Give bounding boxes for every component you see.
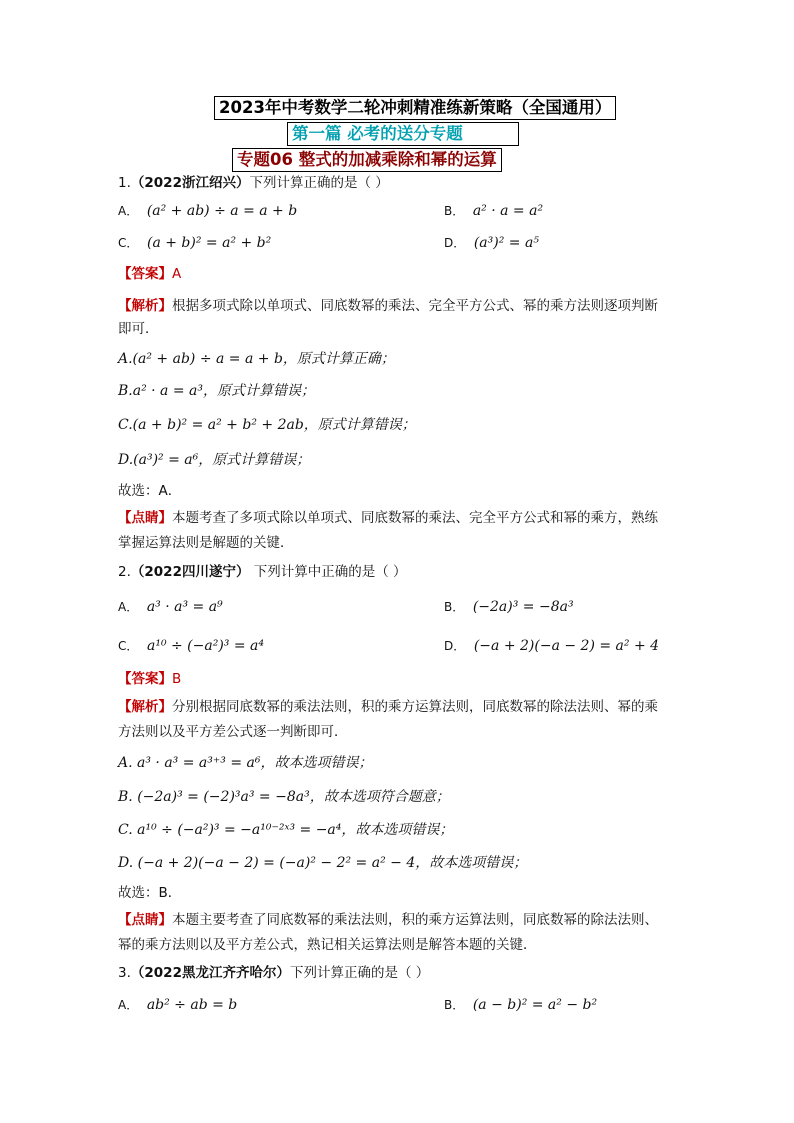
question-stem: 下列计算中正确的是（ ） xyxy=(253,564,407,580)
option-label: D． xyxy=(444,236,466,250)
analysis-tag: 【解析】 xyxy=(118,298,172,314)
q1-step-d: D.(a³)² = a⁶，原式计算错误； xyxy=(118,452,311,468)
question-stem: 下列计算正确的是（ ） xyxy=(289,965,430,981)
q1-analysis-line-2: 即可． xyxy=(118,321,159,337)
option-label: A． xyxy=(118,998,139,1012)
option-text: a² · a = a² xyxy=(472,203,544,219)
answer-tag: 【答案】 xyxy=(118,671,172,687)
comment-text: 本题考查了多项式除以单项式、同底数幂的乘法、完全平方公式和幂的乘方，熟练 xyxy=(172,510,658,526)
q1-comment-line-2: 掌握运算法则是解题的关键． xyxy=(118,535,294,551)
q2-choose: 故选：B． xyxy=(118,885,182,901)
option-text: (a − b)² = a² − b² xyxy=(472,997,598,1013)
question-3 xyxy=(118,964,429,982)
option-text: (−a + 2)(−a − 2) = a² + 4 xyxy=(473,638,660,654)
answer-value: B xyxy=(172,671,182,687)
question-number: 2. xyxy=(118,564,131,580)
answer-tag: 【答案】 xyxy=(118,266,172,282)
q2-step-b: B. (−2a)³ = (−2)³a³ = −8a³，故本选项符合题意； xyxy=(118,789,450,805)
q1-option-b xyxy=(444,202,543,220)
q1-option-a xyxy=(118,202,297,220)
q2-answer xyxy=(118,670,181,688)
q1-option-c xyxy=(118,234,271,252)
option-text: (a² + ab) ÷ a = a + b xyxy=(146,203,298,219)
document-title: 2023年中考数学二轮冲刺精准练新策略（全国通用） xyxy=(214,96,616,120)
option-text: a³ · a³ = a⁹ xyxy=(146,599,223,615)
q1-step-a: A.(a² + ab) ÷ a = a + b，原式计算正确； xyxy=(118,351,395,367)
q1-choose: 故选：A． xyxy=(118,483,182,499)
q2-analysis-line-2: 方法则以及平方差公式逐一判断即可． xyxy=(118,724,348,740)
question-number: 1. xyxy=(118,175,131,191)
q2-analysis-line-1 xyxy=(118,698,658,716)
q2-comment-line-2: 幂的乘方法则以及平方差公式，熟记相关运算法则是解答本题的关键． xyxy=(118,937,537,953)
option-text: a¹⁰ ÷ (−a²)³ = a⁴ xyxy=(146,638,265,654)
q2-step-a: A. a³ · a³ = a³⁺³ = a⁶，故本选项错误； xyxy=(118,755,373,771)
q3-option-b xyxy=(444,996,597,1014)
question-stem: 下列计算正确的是（ ） xyxy=(249,175,389,191)
q1-answer xyxy=(118,265,181,283)
topic-title: 专题06 整式的加减乘除和幂的运算 xyxy=(232,148,502,172)
analysis-text: 根据多项式除以单项式、同底数幂的乘法、完全平方公式、幂的乘方法则逐项判断 xyxy=(172,298,658,314)
option-label: C． xyxy=(118,236,139,250)
comment-tag: 【点睛】 xyxy=(118,510,172,526)
option-text: (−2a)³ = −8a³ xyxy=(472,599,574,615)
q1-step-c: C.(a + b)² = a² + b² + 2ab，原式计算错误； xyxy=(118,417,416,433)
option-label: A． xyxy=(118,204,139,218)
q1-option-d xyxy=(444,234,539,252)
option-label: B． xyxy=(444,204,465,218)
q3-option-a xyxy=(118,996,237,1014)
question-1 xyxy=(118,174,389,192)
answer-value: A xyxy=(172,266,182,282)
q2-option-a xyxy=(118,598,223,616)
question-2 xyxy=(118,563,407,581)
comment-tag: 【点睛】 xyxy=(118,912,172,928)
analysis-text: 分别根据同底数幂的乘法法则，积的乘方运算法则，同底数幂的除法法则、幂的乘 xyxy=(172,699,658,715)
option-label: B． xyxy=(444,998,465,1012)
question-source: （2022浙江绍兴） xyxy=(130,175,250,191)
q2-option-d xyxy=(444,637,659,655)
option-label: D． xyxy=(444,639,466,653)
option-label: B． xyxy=(444,600,465,614)
option-text: (a + b)² = a² + b² xyxy=(146,235,272,251)
option-text: ab² ÷ ab = b xyxy=(146,997,238,1013)
comment-text: 本题主要考查了同底数幂的乘法法则，积的乘方运算法则，同底数幂的除法法则、 xyxy=(172,912,658,928)
analysis-tag: 【解析】 xyxy=(118,699,172,715)
q1-step-b: B.a² · a = a³，原式计算错误； xyxy=(118,383,315,399)
question-source: （2022黑龙江齐齐哈尔） xyxy=(130,965,290,981)
q2-comment-line-1 xyxy=(118,911,658,929)
part-title: 第一篇 必考的送分专题 xyxy=(287,122,519,146)
option-label: C． xyxy=(118,639,139,653)
q1-analysis-line-1 xyxy=(118,297,658,315)
question-source: （2022四川遂宁） xyxy=(130,564,250,580)
q2-step-c: C. a¹⁰ ÷ (−a²)³ = −a¹⁰⁻²ˣ³ = −a⁴，故本选项错误； xyxy=(118,822,454,838)
q1-comment-line-1 xyxy=(118,509,658,527)
q2-option-c xyxy=(118,637,264,655)
q2-step-d: D. (−a + 2)(−a − 2) = (−a)² − 2² = a² − 4，故本选项错误； xyxy=(118,855,528,871)
option-text: (a³)² = a⁵ xyxy=(473,235,539,251)
option-label: A． xyxy=(118,600,139,614)
question-number: 3. xyxy=(118,965,131,981)
q2-option-b xyxy=(444,598,574,616)
